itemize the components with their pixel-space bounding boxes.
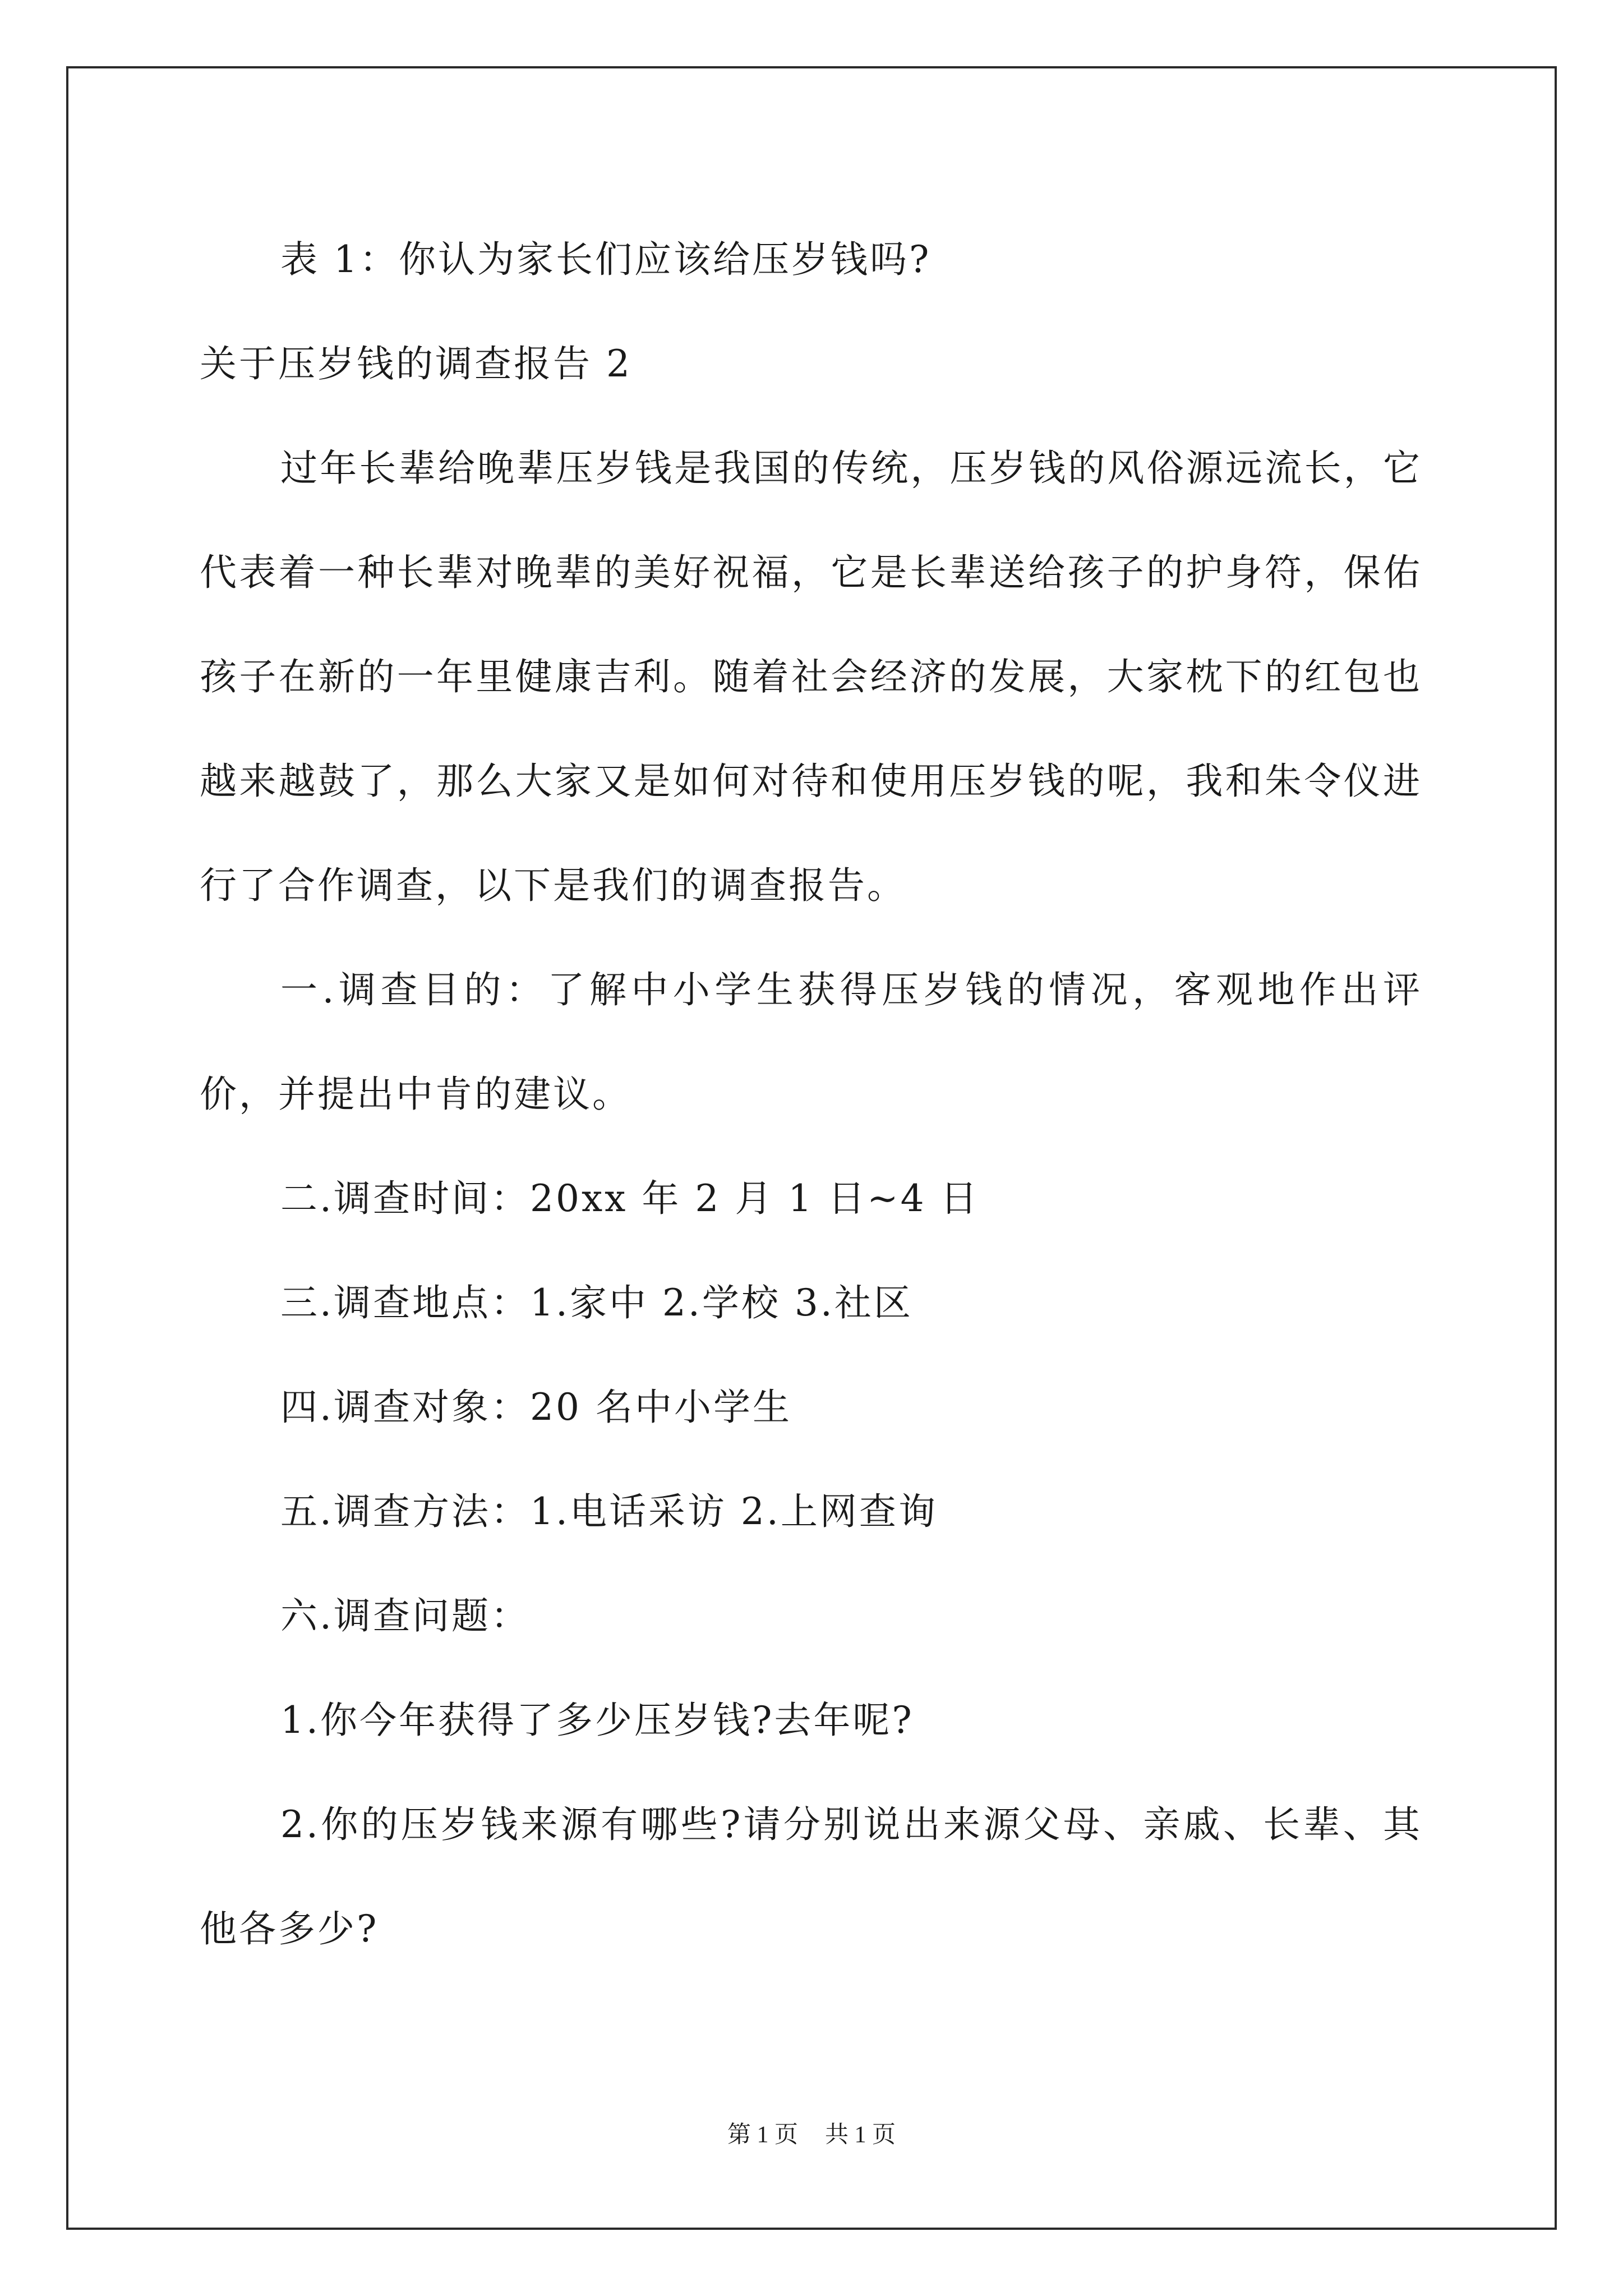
page-number-total: 共 1 页 [825, 2122, 896, 2148]
paragraph-question-1: 1.你今年获得了多少压岁钱?去年呢? [280, 1699, 914, 1742]
document-body [200, 208, 1422, 1981]
paragraph-survey-subjects: 四.调查对象：20 名中小学生 [280, 1386, 792, 1429]
paragraph-survey-location: 三.调查地点：1.家中 2.学校 3.社区 [280, 1281, 913, 1324]
paragraph-survey-purpose: 一.调查目的：了解中小学生获得压岁钱的情况，客观地作出评价，并提出中肯的建议。 [200, 968, 1422, 1116]
paragraph-question-2: 2.你的压岁钱来源有哪些?请分别说出来源父母、亲戚、长辈、其他各多少? [200, 1803, 1422, 1950]
page-footer [0, 2116, 1623, 2150]
paragraph-survey-questions: 六.调查问题： [280, 1594, 530, 1637]
paragraph-survey-method: 五.调查方法：1.电话采访 2.上网查询 [280, 1490, 938, 1533]
paragraph-table-caption: 表 1：你认为家长们应该给压岁钱吗? [280, 238, 932, 281]
paragraph-report-title: 关于压岁钱的调查报告 2 [200, 342, 632, 385]
paragraph-survey-time: 二.调查时间：20xx 年 2 月 1 日~4 日 [280, 1177, 980, 1220]
page-number-current: 第 1 页 [727, 2122, 798, 2148]
paragraph-introduction: 过年长辈给晚辈压岁钱是我国的传统，压岁钱的风俗源远流长，它代表着一种长辈对晚辈的美好祝福，它是长辈送给孩子的护身符，保佑孩子在新的一年里健康吉利。随着社会经济的发展，大家枕下的红包也越来越鼓了，那么大家又是如何对待和使用压岁钱的呢，我和朱令仪进行了合作调查，以下是我们的调查报告。 [200, 447, 1422, 907]
